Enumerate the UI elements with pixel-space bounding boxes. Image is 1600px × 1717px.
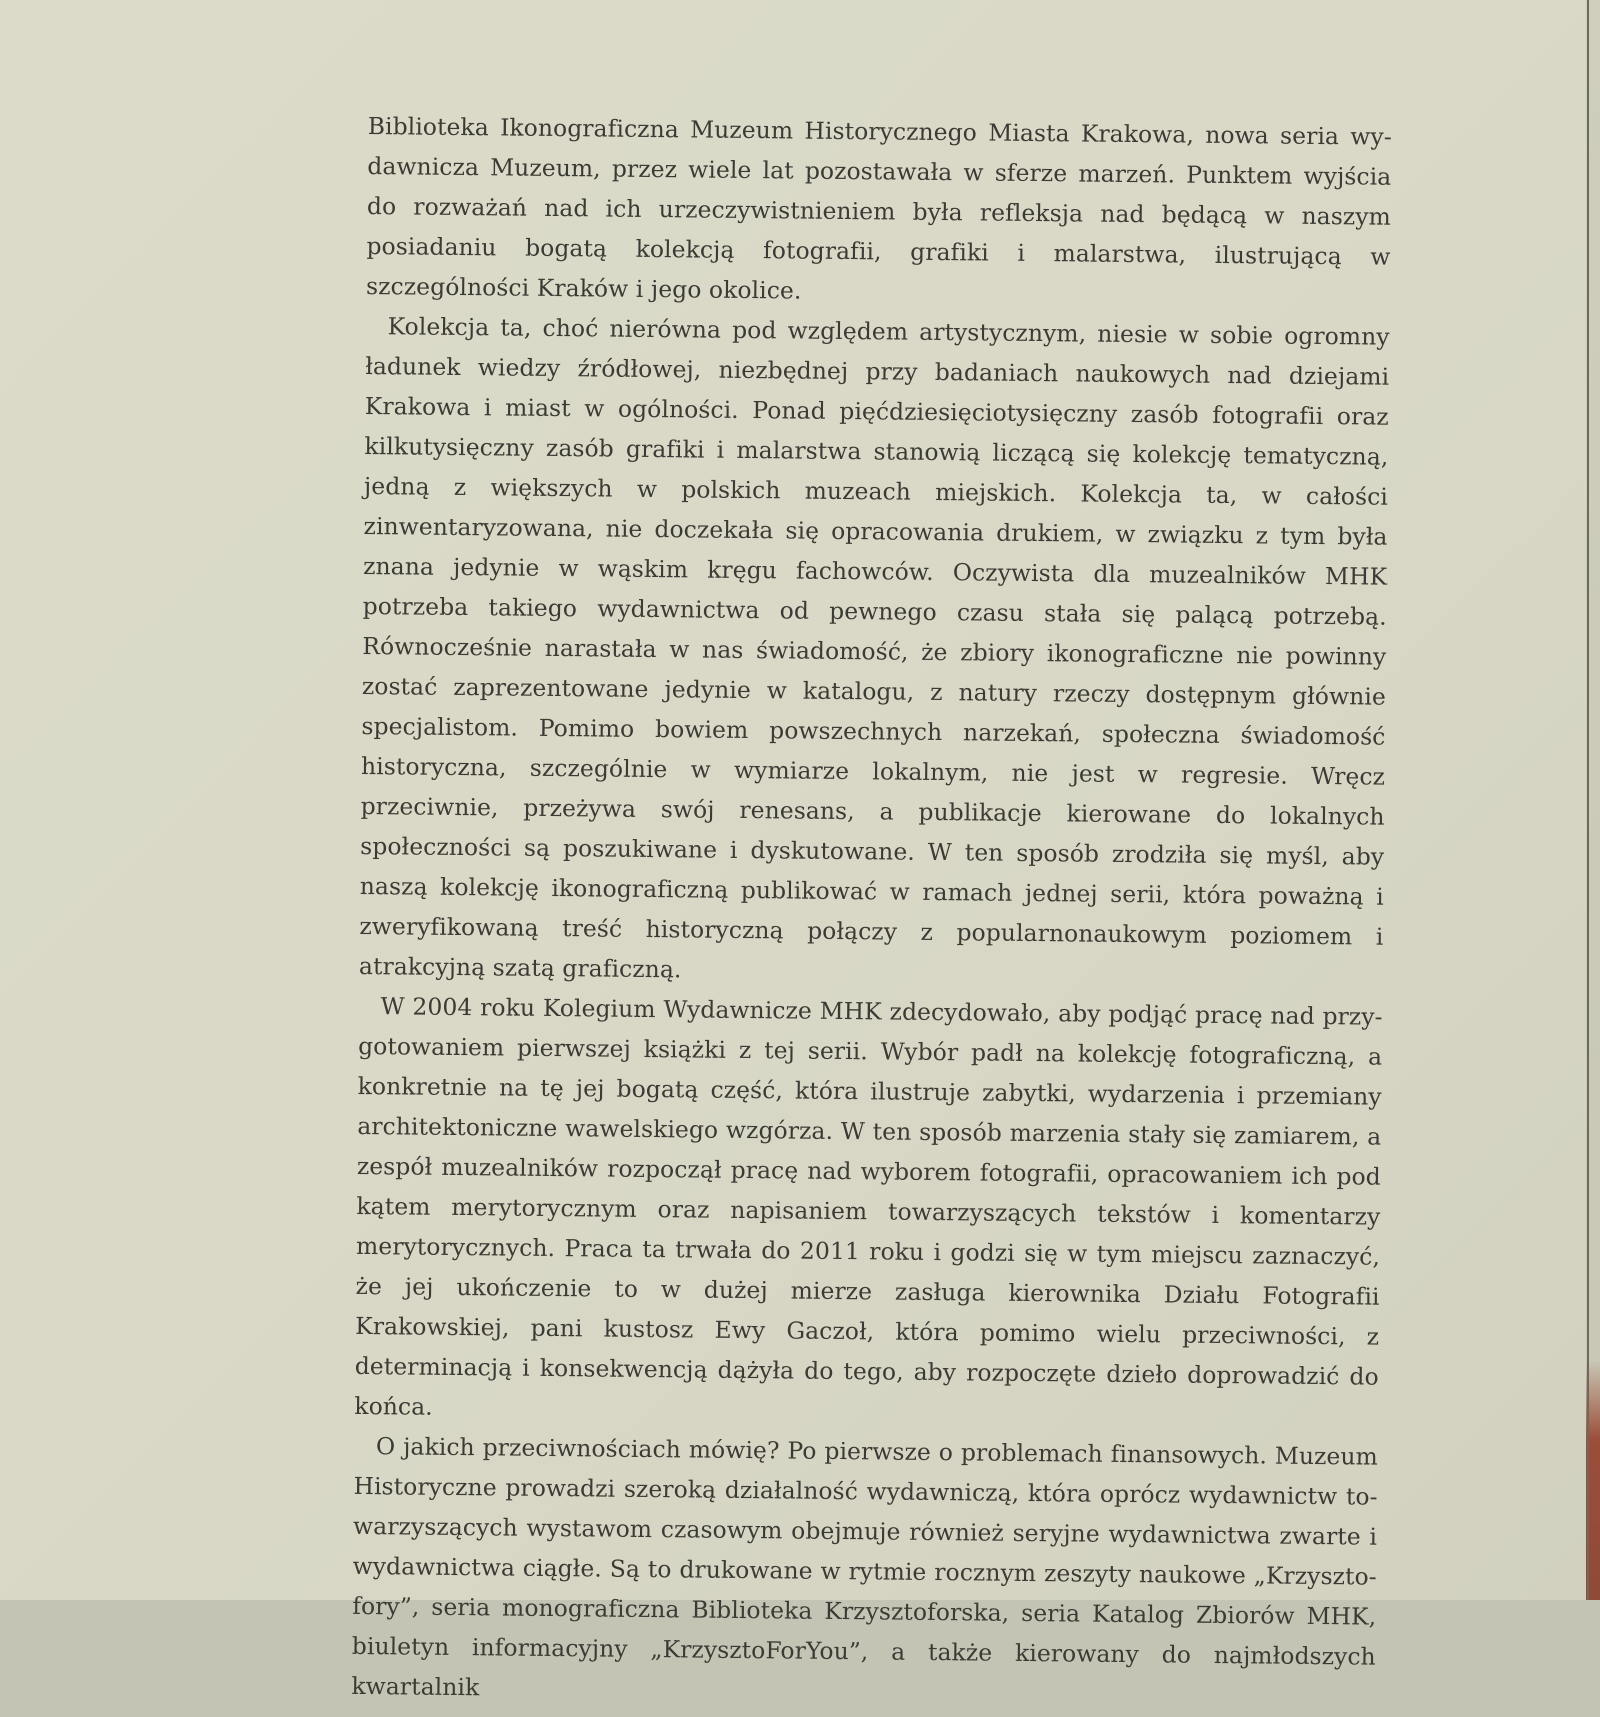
body-text xyxy=(351,106,1392,1717)
paragraph: Kolekcja ta, choć nierówna pod względem artystycznym, niesie w sobie ogromny ładunek wiedzy źródłowej, niezbędnej przy badaniach naukowych nad dziejami Krakowa i miast w ogólności. Ponad pięćdziesięciotysięczny zasób fotografii oraz kilkutysięczny zasób grafiki i malarstwa stanowią liczącą się kolekcję tematyczną, jedną z większych w polskich muzeach miejskich. Kolekcja ta, w całości zinwentaryzowana, nie doczekała się opracowania drukiem, w związku z tym była znana jedynie w wąskim kręgu fachowców. Oczywista dla muzealników MHK potrzeba takiego wydawnictwa od pewnego czasu stała się palącą potrzebą. Równocześnie narastała w nas świadomość, że zbiory ikonograficzne nie powinny zostać zaprezentowane jedynie w katalogu, z natury rzeczy dostępnym głównie specjalistom. Pomimo bowiem powszechnych narzekań, społeczna świadomość historyczna, szczególnie w wymiarze lokalnym, nie jest w regresie. Wręcz przeciwnie, przeżywa swój renesans, a publikacje kierowane do lokalnych społeczności są poszukiwane i dyskutowane. W ten sposób zrodziła się myśl, aby naszą kolekcję ikonograficzną publikować w ramach jednej serii, która poważną i zweryfikowaną treść historyczną połączy z popularnonaukowym poziomem i atrakcyjną szatą graficzną. xyxy=(358,312,1390,984)
paragraph: O jakich przeciwnościach mówię? Po pierwsze o problemach finansowych. Muzeum Historyczne prowadzi szeroką działalność wydawniczą, która oprócz wydawnictw towarzyszących wystawom czasowym obejmuje również seryjne wydawnictwa zwarte i wydawnictwa ciągłe. Są to drukowane w rytmie rocznym zeszyty naukowe „Krzysztofory”, seria monograficzna Biblioteka Krzysztoforska, seria Katalog Zbiorów MHK, biuletyn informacyjny „KrzysztoForYou”, a także kierowany do najmłodszych kwartalnik xyxy=(351,1432,1379,1702)
paragraph: W 2004 roku Kolegium Wydawnicze MHK zdecydowało, aby podjąć pracę nad przygotowaniem pierwszej książki z tej serii. Wybór padł na kolekcję fotograficzną, a konkretnie na tę jej bogatą część, która ilustruje zabytki, wydarzenia i przemiany architektoniczne wawelskiego wzgórza. W ten sposób marzenia stały się zamiarem, a zespół muzealników rozpoczął pracę nad wyborem fotografii, opracowaniem ich pod kątem merytorycznym oraz napisaniem towarzyszących tekstów i komentarzy merytorycznych. Praca ta trwała do 2011 roku i godzi się w tym miejscu zaznaczyć, że jej ukończenie to w dużej mierze zasługa kierownika Działu Fotografii Krakowskiej, pani kustosz Ewy Gaczoł, która pomimo wielu przeciwności, z determinacją i konsekwencją dążyła do tego, aby rozpoczęte dzieło doprowadzić do końca. xyxy=(354,992,1383,1421)
paragraph: Biblioteka Ikonograficzna Muzeum Historycznego Miasta Krakowa, nowa seria wydawnicza Muzeum, przez wiele lat pozostawała w sferze marzeń. Punktem wyjścia do rozważań nad ich urzeczywistnieniem była refleksja nad będącą w naszym posiadaniu bogatą kolekcją fotografii, grafiki i malarstwa, ilustrującą w szczególności Kraków i jego okolice. xyxy=(365,111,1392,305)
page-edge-line xyxy=(1587,0,1589,1600)
